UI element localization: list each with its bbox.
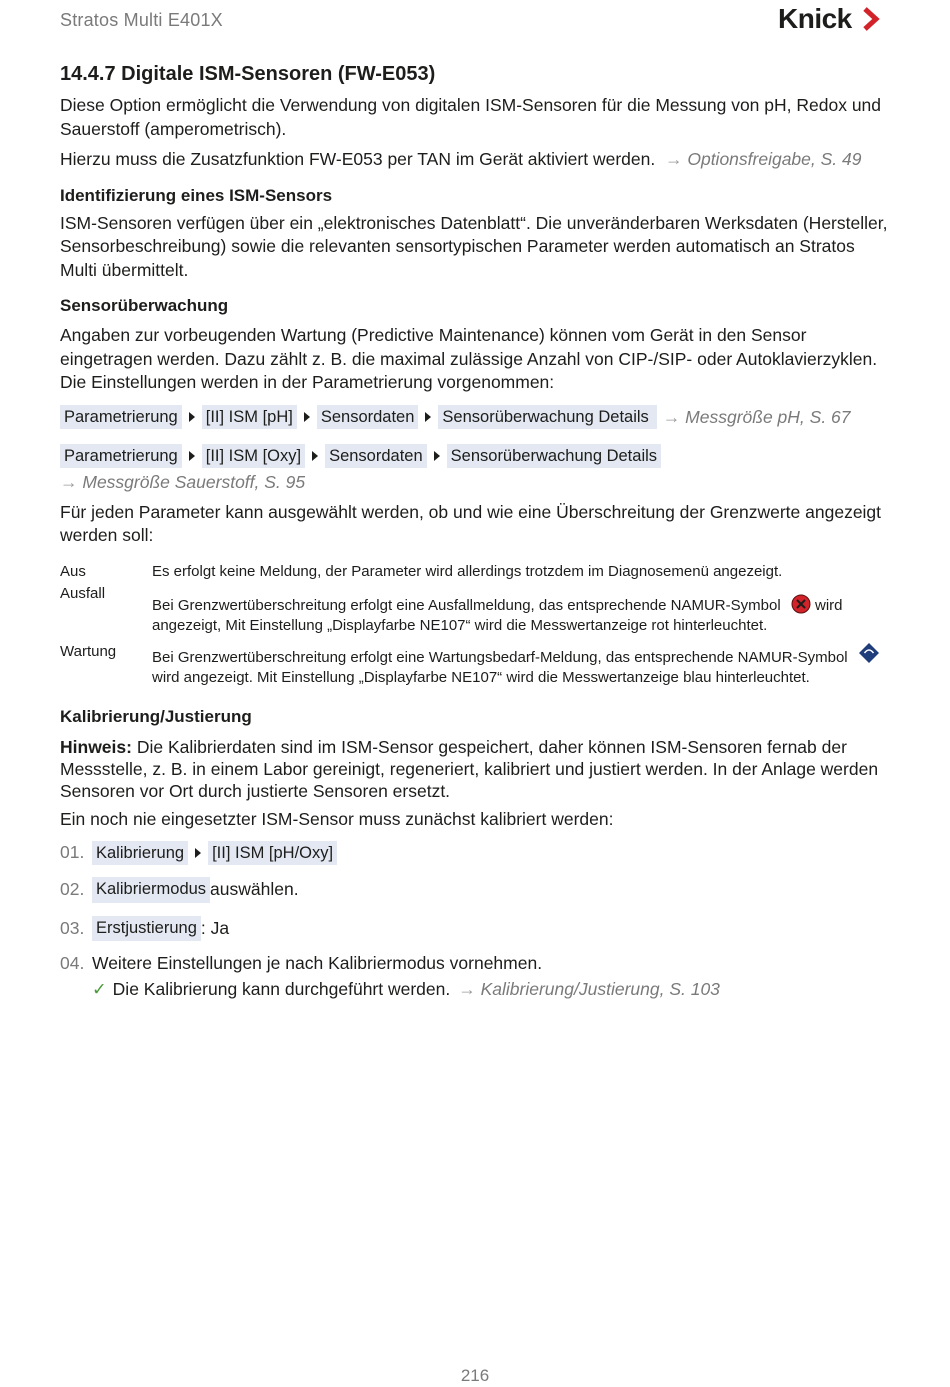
chevron-right-icon: [860, 6, 882, 32]
intro-paragraph: Diese Option ermöglicht die Verwendung von digitalen ISM-Sensoren für die Messung von pH, Redox und Sauerstoff (amperometrisch).: [60, 95, 882, 139]
menu-chip: Sensordaten: [317, 405, 419, 429]
cross-reference[interactable]: [60, 472, 305, 492]
subheading-monitoring: Sensorüberwachung: [60, 296, 229, 315]
step-item: [60, 916, 890, 942]
menu-chip: [II] ISM [pH/Oxy]: [208, 841, 337, 865]
definition-table: [60, 562, 890, 688]
desc-text: Bei Grenzwertüberschreitung erfolgt eine Ausfallmeldung, das entsprechende NAMUR-Symbol: [152, 596, 781, 614]
definition-desc: Es erfolgt keine Meldung, der Parameter wird allerdings trotzdem im Diagnosemenü angezeigt.: [152, 562, 783, 580]
arrow-icon: →: [60, 471, 78, 492]
definition-term: Wartung: [60, 642, 117, 660]
step-list: [60, 841, 890, 1001]
intro-paragraph-2: [60, 148, 890, 172]
result-text: Die Kalibrierung kann durchgeführt werden.: [112, 978, 451, 999]
step-item: [60, 877, 890, 903]
note-paragraph: [60, 736, 890, 802]
menu-chip: Sensorüberwachung Details: [447, 444, 661, 468]
definition-term: Aus: [60, 562, 86, 580]
logo-text: Knick: [778, 3, 852, 34]
definition-desc: [152, 588, 890, 636]
cross-reference[interactable]: [660, 149, 861, 169]
menu-chip: [II] ISM [pH]: [202, 405, 297, 429]
definition-row: [60, 562, 890, 582]
namur-maintenance-icon: [858, 642, 880, 664]
identification-paragraph: ISM-Sensoren verfügen über ein „elektronisches Datenblatt“. Die unveränderbaren Werksdaten (Hersteller, Sensorbeschreibung) sowie die relevanten sensortypischen Parameter werden automatisch an Stratos Multi übermittelt.: [60, 212, 888, 280]
step-number: 04.: [60, 953, 85, 973]
desc-text: wird angezeigt. Mit Einstellung „Displayfarbe NE107“ wird die Messwertanzeige blau hinterleuchtet.: [152, 668, 810, 686]
note-text: Die Kalibrierdaten sind im ISM-Sensor gespeichert, daher können ISM-Sensoren fernab der Messstelle, z. B. in einem Labor gereinigt, regeneriert, kalibriert und justiert werden. In der Anlage werden Sensoren vor Ort durch justierte Sensoren ersetzt.: [60, 736, 879, 801]
ref-text: Messgröße pH, S. 67: [685, 406, 851, 427]
menu-chip: Parametrierung: [60, 405, 182, 429]
triangle-right-icon: [195, 848, 201, 858]
section-heading: 14.4.7 Digitale ISM-Sensoren (FW-E053): [60, 63, 436, 85]
step-number: 01.: [60, 842, 85, 863]
step-result: [60, 978, 890, 1002]
subheading-identification: Identifizierung eines ISM-Sensors: [60, 185, 333, 205]
page-number: 216: [460, 1366, 490, 1385]
definition-row: [60, 642, 890, 688]
calibration-paragraph: Ein noch nie eingesetzter ISM-Sensor muss zunächst kalibriert werden:: [60, 808, 614, 829]
triangle-right-icon: [189, 451, 195, 461]
menu-chip: Sensordaten: [325, 444, 427, 468]
cross-reference[interactable]: [663, 406, 851, 428]
ref-text: Messgröße Sauerstoff, S. 95: [82, 471, 306, 492]
note-label: Hinweis:: [60, 736, 132, 757]
menu-chip: Kalibrierung: [92, 841, 188, 865]
menu-chip: Erstjustierung: [92, 916, 201, 942]
triangle-right-icon: [304, 412, 310, 422]
menu-chip: [II] ISM [Oxy]: [202, 444, 305, 468]
arrow-icon: →: [664, 149, 683, 169]
triangle-right-icon: [434, 451, 440, 461]
intro-text: Hierzu muss die Zusatzfunktion FW-E053 per TAN im Gerät aktiviert werden.: [60, 149, 656, 169]
desc-text: wird angezeigt, Mit Einstellung „Displayfarbe NE107“ wird die Messwertanzeige rot hinterleuchtet.: [152, 596, 843, 634]
menu-chip: Kalibriermodus: [92, 877, 210, 903]
triangle-right-icon: [312, 451, 318, 461]
step-text: auswählen.: [210, 879, 299, 899]
cross-reference[interactable]: [458, 978, 720, 1002]
ref-text: Optionsfreigabe, S. 49: [687, 149, 862, 169]
step-number: 02.: [60, 879, 85, 899]
triangle-right-icon: [425, 412, 431, 422]
triangle-right-icon: [189, 412, 195, 422]
ref-text: Kalibrierung/Justierung, S. 103: [480, 978, 720, 999]
menu-chip: Parametrierung: [60, 444, 182, 468]
menu-path-ph: [60, 405, 890, 429]
arrow-icon: →: [662, 406, 681, 427]
definition-desc: [152, 642, 890, 688]
desc-text: Bei Grenzwertüberschreitung erfolgt eine Wartungsbedarf-Meldung, das entsprechende NAMUR-Symbol: [152, 648, 848, 666]
knick-logo: [778, 2, 882, 36]
document-title: Stratos Multi E401X: [60, 10, 223, 30]
monitoring-paragraph: Angaben zur vorbeugenden Wartung (Predictive Maintenance) können vom Gerät in den Sensor eingetragen werden. Dazu zählt z. B. die maximal zulässige Anzahl von CIP-/SIP- oder Autoklavierzyklen. Die Einstellungen werden in der Parametrierung vorgenommen:: [60, 325, 878, 392]
main-content: [60, 60, 890, 1001]
step-item: [60, 952, 890, 976]
arrow-icon: →: [458, 978, 476, 999]
step-text: : Ja: [200, 917, 230, 938]
step-text: Weitere Einstellungen je nach Kalibriermodus vornehmen.: [92, 953, 543, 973]
limit-paragraph: Für jeden Parameter kann ausgewählt werden, ob und wie eine Überschreitung der Grenzwerte angezeigt werden soll:: [60, 501, 882, 545]
step-item: [60, 841, 890, 865]
checkmark-icon: ✓: [92, 978, 107, 999]
menu-chip: Sensorüberwachung Details: [438, 405, 656, 429]
namur-failure-icon: [791, 594, 811, 614]
definition-term: Ausfall: [60, 584, 106, 602]
definition-row: [60, 584, 890, 636]
step-number: 03.: [60, 917, 85, 938]
menu-path-oxy: [60, 444, 890, 468]
subheading-calibration: Kalibrierung/Justierung: [60, 706, 252, 726]
